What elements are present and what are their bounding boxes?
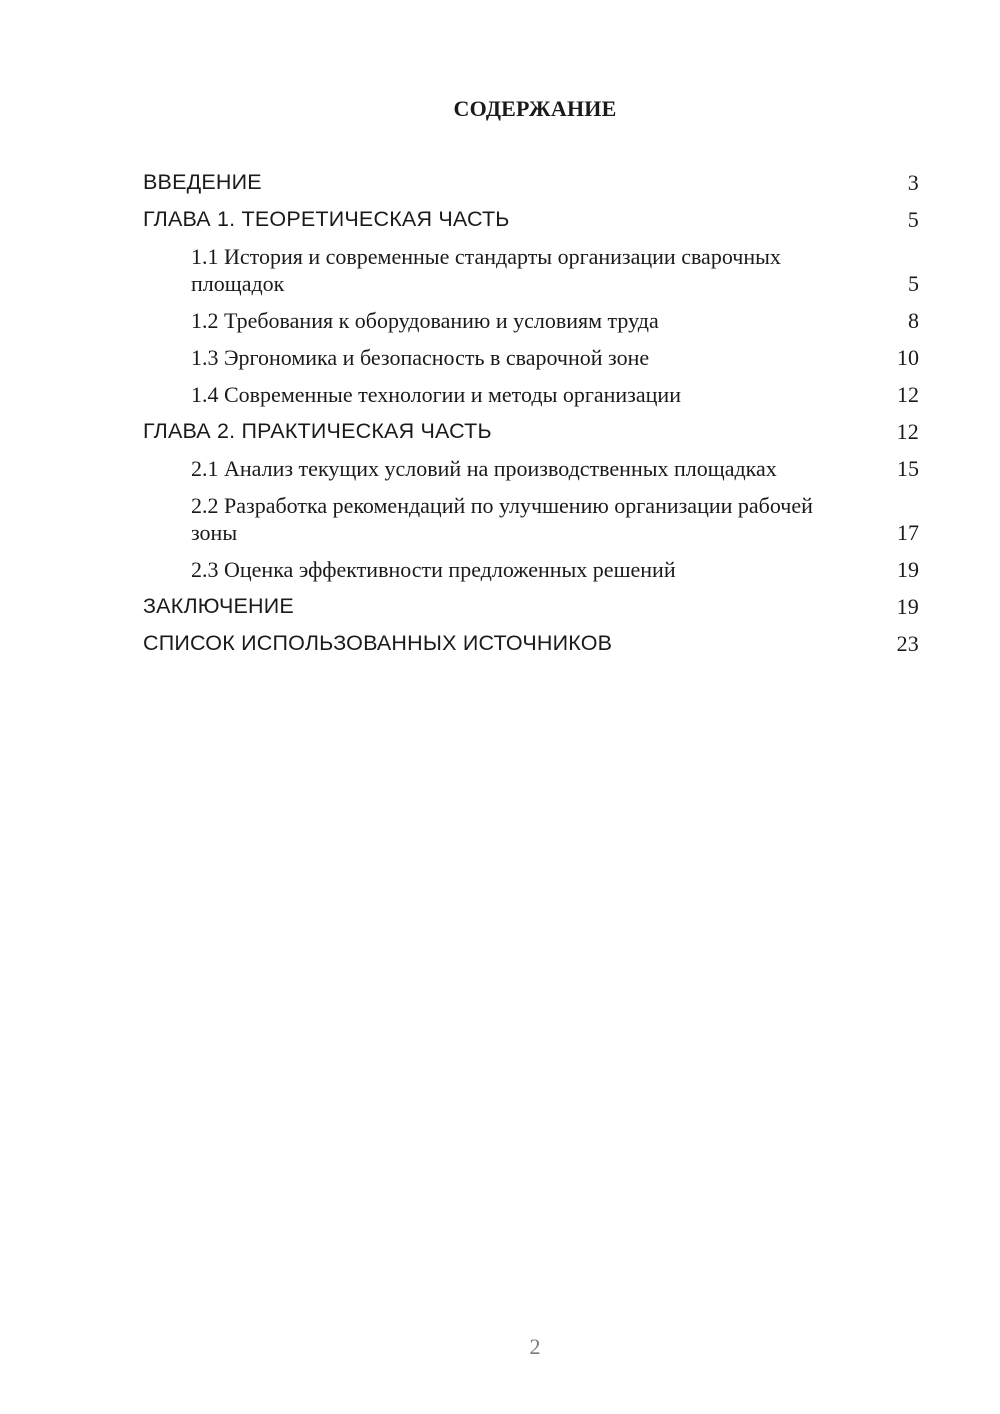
toc-entry-page: 5 [907, 207, 919, 232]
toc-entry-section-2-2[interactable] [143, 492, 919, 546]
toc-entry-page: 15 [897, 456, 919, 481]
toc-entry-page: 19 [897, 557, 919, 582]
toc-entry-introduction[interactable] [143, 169, 919, 196]
toc-heading: СОДЕРЖАНИЕ [453, 96, 617, 121]
toc-entry-page: 3 [907, 170, 919, 195]
toc-entry-page: 19 [896, 594, 919, 619]
toc-entry-title: 1.2 Требования к оборудованию и условиям труда [191, 308, 659, 333]
toc-entry-page: 12 [896, 419, 919, 444]
toc-entry-title: СПИСОК ИСПОЛЬЗОВАННЫХ ИСТОЧНИКОВ [143, 631, 613, 655]
toc-entry-page: 10 [897, 345, 919, 370]
toc-entry-title: 2.3 Оценка эффективности предложенных решений [191, 557, 676, 582]
toc-entry-chapter-2[interactable] [143, 418, 919, 445]
toc-entry-section-2-1[interactable] [143, 455, 919, 482]
toc-entry-title: ГЛАВА 2. ПРАКТИЧЕСКАЯ ЧАСТЬ [143, 419, 492, 443]
toc-entry-page: 23 [896, 631, 919, 656]
toc-entry-page: 5 [908, 271, 919, 296]
toc-entry-conclusion[interactable] [143, 593, 919, 620]
toc-entry-title: 1.1 История и современные стандарты организации сварочных площадок [191, 244, 781, 296]
toc-entry-section-1-3[interactable] [143, 344, 919, 371]
toc-entry-title: 2.2 Разработка рекомендаций по улучшению организации рабочей зоны [191, 493, 813, 545]
toc-entry-title: ГЛАВА 1. ТЕОРЕТИЧЕСКАЯ ЧАСТЬ [143, 207, 510, 231]
table-of-contents [143, 169, 919, 667]
page-number: 2 [529, 1334, 541, 1359]
toc-entry-references[interactable] [143, 630, 919, 657]
toc-entry-title: 1.4 Современные технологии и методы организации [191, 382, 681, 407]
toc-entry-section-2-3[interactable] [143, 556, 919, 583]
toc-entry-page: 17 [897, 520, 919, 545]
toc-entry-chapter-1[interactable] [143, 206, 919, 233]
toc-entry-section-1-2[interactable] [143, 307, 919, 334]
toc-entry-page: 8 [908, 308, 919, 333]
toc-entry-title: 2.1 Анализ текущих условий на производственных площадках [191, 456, 777, 481]
toc-entry-title: ВВЕДЕНИЕ [143, 170, 262, 194]
toc-entry-page: 12 [897, 382, 919, 407]
toc-entry-section-1-1[interactable] [143, 243, 919, 297]
toc-entry-section-1-4[interactable] [143, 381, 919, 408]
toc-entry-title: 1.3 Эргономика и безопасность в сварочной зоне [191, 345, 650, 370]
toc-entry-title: ЗАКЛЮЧЕНИЕ [143, 594, 294, 618]
